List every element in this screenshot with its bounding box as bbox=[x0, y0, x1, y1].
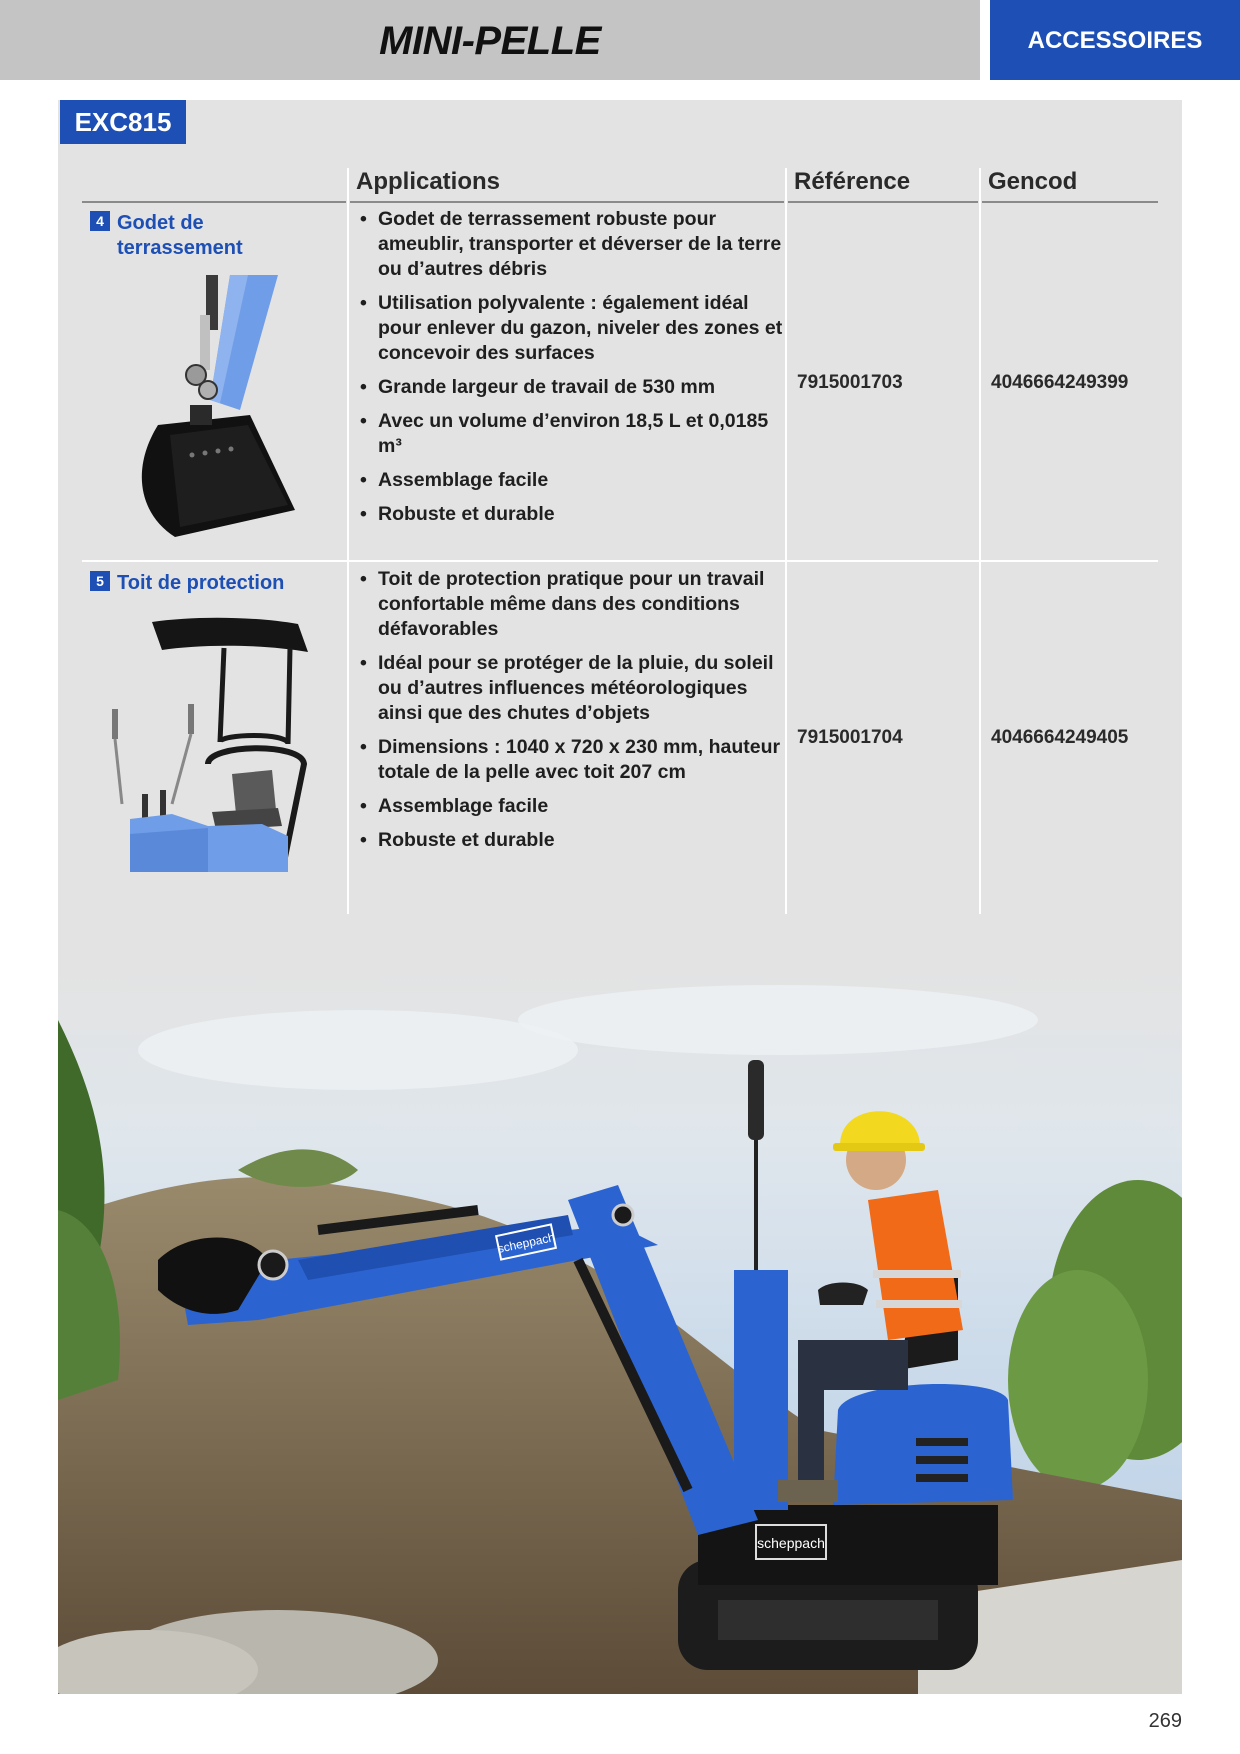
page-number: 269 bbox=[1148, 1710, 1182, 1732]
header-underline bbox=[982, 201, 1158, 203]
list-item: • Assemblage facile bbox=[356, 468, 786, 493]
row-divider bbox=[82, 560, 1158, 562]
column-divider bbox=[979, 168, 981, 914]
page-title: MINI-PELLE bbox=[379, 19, 601, 63]
brand-logo-arm: scheppach bbox=[496, 1230, 557, 1256]
gencod-value: 4046664249405 bbox=[991, 727, 1129, 748]
reference-value: 7915001704 bbox=[797, 727, 903, 748]
header-applications: Applications bbox=[356, 168, 501, 195]
list-item: • Grande largeur de travail de 530 mm bbox=[356, 375, 786, 400]
list-item: • Robuste et durable bbox=[356, 828, 786, 853]
product-number: 5 bbox=[90, 571, 110, 591]
product-name: Godet de terrassement bbox=[117, 212, 243, 259]
header-underline bbox=[788, 201, 978, 203]
applications-list bbox=[356, 207, 786, 536]
excavator-photo bbox=[58, 960, 1182, 1694]
section-label: ACCESSOIRES bbox=[1027, 27, 1203, 54]
brand-logo-body: scheppach bbox=[757, 1535, 825, 1551]
list-item: • Avec un volume d’environ 18,5 L et 0,0185 m³ bbox=[356, 409, 786, 459]
list-item: • Assemblage facile bbox=[356, 794, 786, 819]
header-underline bbox=[82, 201, 346, 203]
applications-list bbox=[356, 567, 786, 862]
list-item: • Utilisation polyvalente : également idéal pour enlever du gazon, niveler des zones et concevoir des surfaces bbox=[356, 291, 786, 366]
gencod-value: 4046664249399 bbox=[991, 372, 1129, 393]
roof-image bbox=[112, 614, 332, 872]
header-gencod: Gencod bbox=[988, 168, 1078, 195]
header-reference: Référence bbox=[794, 168, 911, 195]
bucket-image bbox=[130, 275, 300, 540]
list-item: • Toit de protection pratique pour un travail confortable même dans des conditions défavorables bbox=[356, 567, 786, 642]
list-item: • Dimensions : 1040 x 720 x 230 mm, hauteur totale de la pelle avec toit 207 cm bbox=[356, 735, 786, 785]
product-name: Toit de protection bbox=[117, 572, 285, 594]
header-underline bbox=[350, 201, 784, 203]
list-item: • Idéal pour se protéger de la pluie, du soleil ou d’autres influences météorologiques ainsi que des chutes d’objets bbox=[356, 651, 786, 726]
column-divider bbox=[347, 168, 349, 914]
model-badge: EXC815 bbox=[60, 100, 186, 144]
reference-value: 7915001703 bbox=[797, 372, 903, 393]
list-item: • Godet de terrassement robuste pour ameublir, transporter et déverser de la terre ou d’autres débris bbox=[356, 207, 786, 282]
list-item: • Robuste et durable bbox=[356, 502, 786, 527]
product-number: 4 bbox=[90, 211, 110, 231]
